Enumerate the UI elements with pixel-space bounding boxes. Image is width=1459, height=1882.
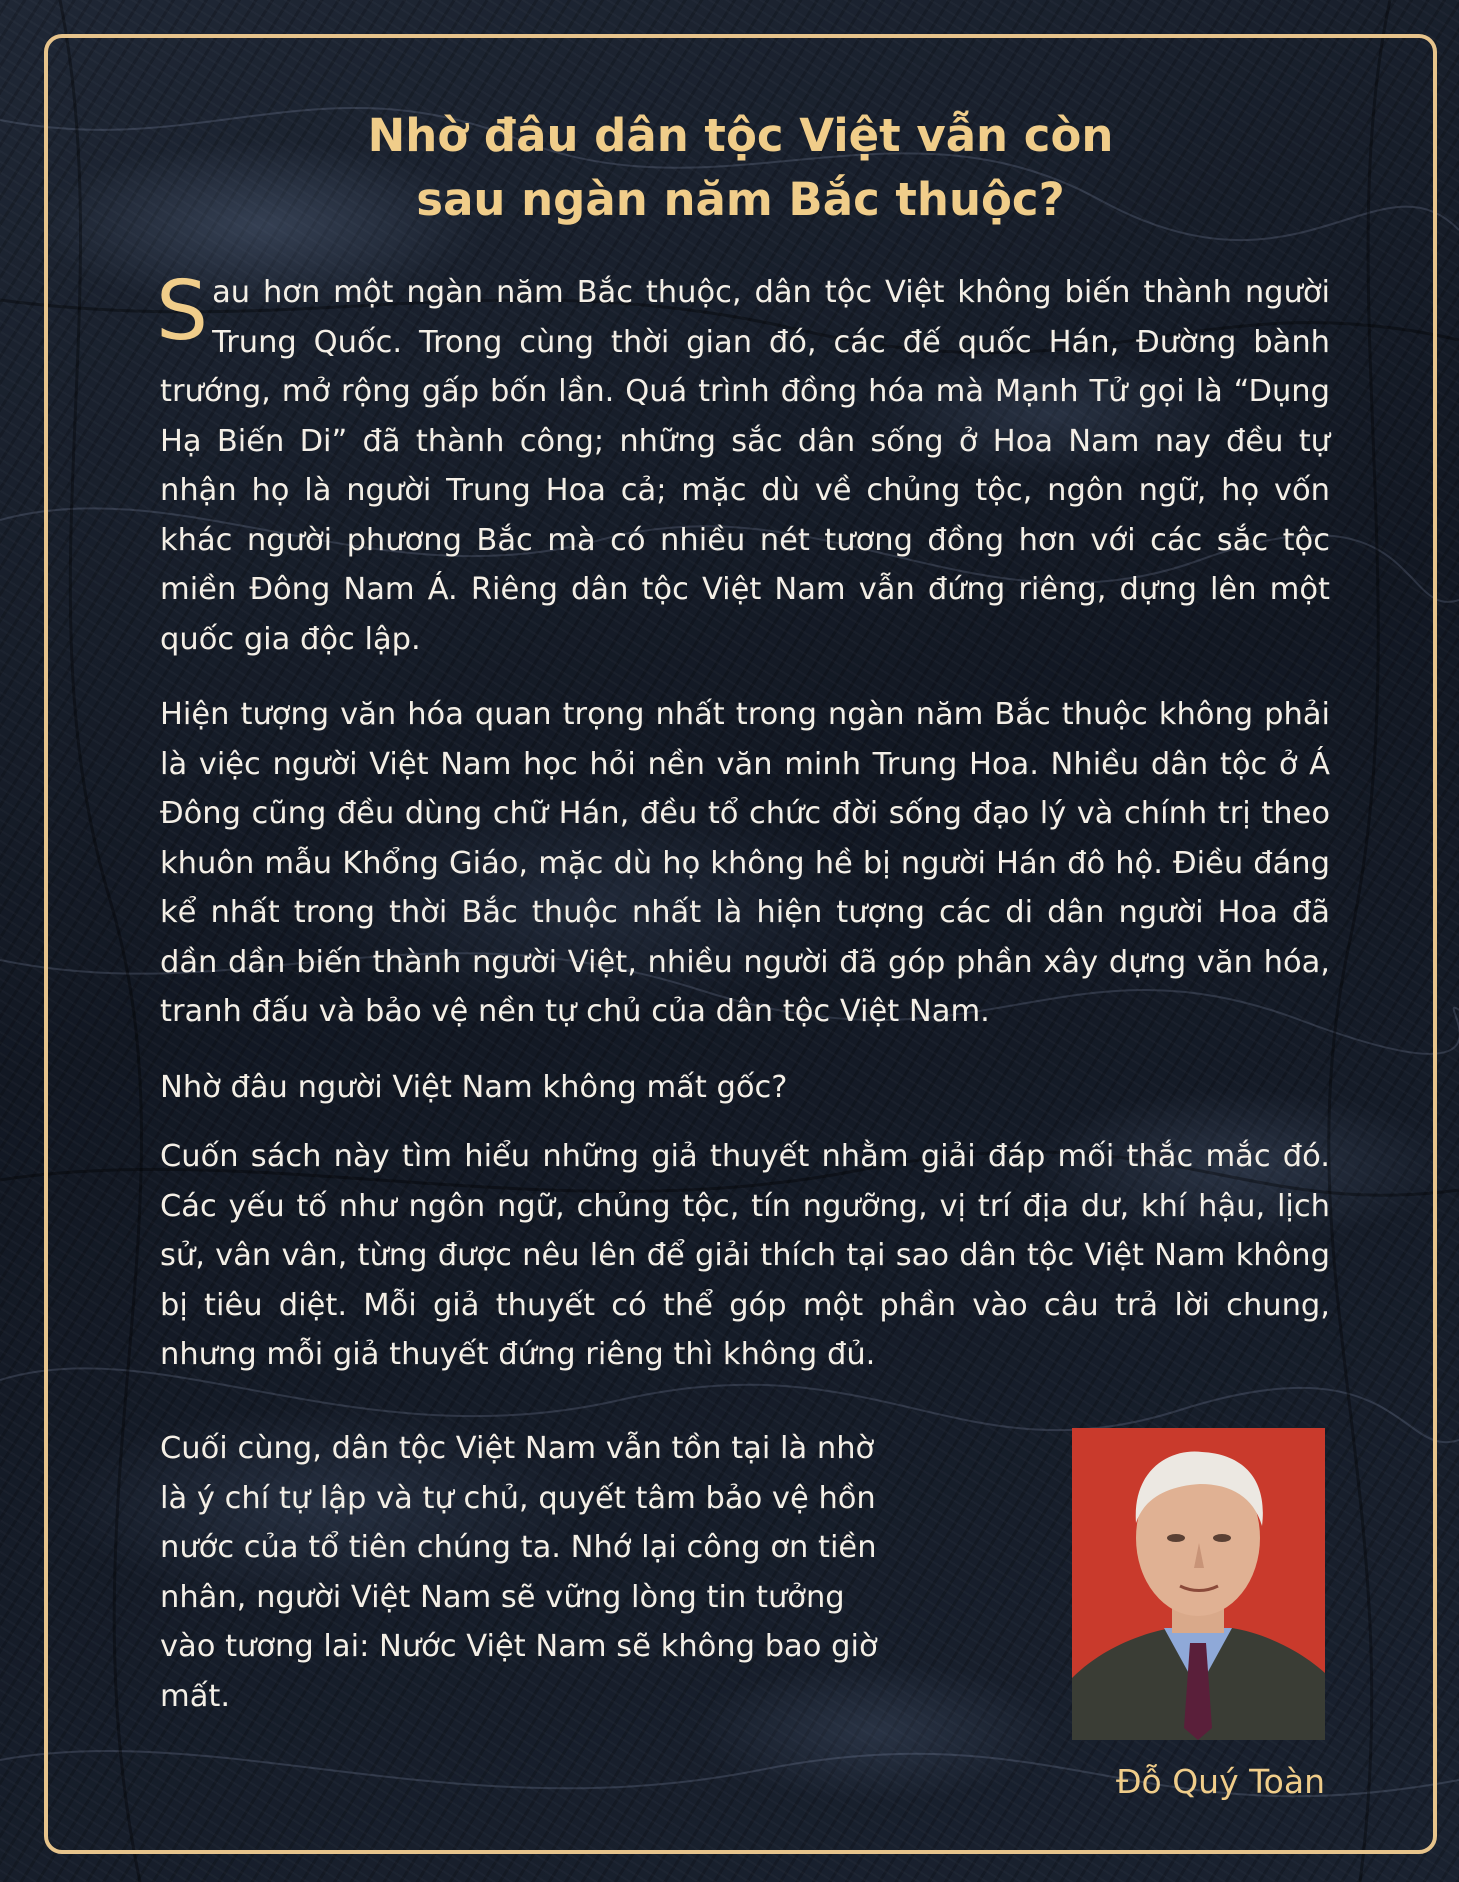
blurb-text	[156, 264, 1330, 1406]
paragraph-2: Hiện tượng văn hóa quan trọng nhất trong ngàn năm Bắc thuộc không phải là việc người Việt Nam học hỏi nền văn minh Trung Hoa. Nhiều dân tộc ở Á Đông cũng đều dùng chữ Hán, đều tổ chức đời sống đạo lý và chính trị theo khuôn mẫu Khổng Giáo, mặc dù họ không hề bị người Hán đô hộ. Điều đáng kể nhất trong thời Bắc thuộc nhất là hiện tượng các di dân người Hoa đã dần dần biến thành người Việt, nhiều người đã góp phần xây dựng văn hóa, tranh đấu và bảo vệ nền tự chủ của dân tộc Việt Nam.	[160, 697, 1330, 1029]
book-title	[44, 104, 1437, 232]
paragraph-3-question: Nhờ đâu người Việt Nam không mất gốc?	[160, 1069, 788, 1105]
title-line-1: Nhờ đâu dân tộc Việt vẫn còn	[367, 109, 1114, 162]
paragraph-1-text: au hơn một ngàn năm Bắc thuộc, dân tộc Việt không biến thành người Trung Quốc. Trong cùng thời gian đó, các đế quốc Hán, Đường bành trướng, mở rộng gấp bốn lần. Quá trình đồng hóa mà Mạnh Tử gọi là “Dụng Hạ Biến Di” đã thành công; những sắc dân sống ở Hoa Nam nay đều tự nhận họ là người Trung Hoa cả; mặc dù về chủng tộc, ngôn ngữ, họ vốn khác người phương Bắc mà có nhiều nét tương đồng hơn với các sắc tộc miền Đông Nam Á. Riêng dân tộc Việt Nam vẫn đứng riêng, dựng lên một quốc gia độc lập.	[160, 275, 1330, 657]
author-portrait-illustration	[1072, 1428, 1325, 1740]
author-name: Đỗ Quý Toàn	[1115, 1762, 1325, 1801]
paragraph-4: Cuốn sách này tìm hiểu những giả thuyết nhằm giải đáp mối thắc mắc đó. Các yếu tố như ngôn ngữ, chủng tộc, tín ngưỡng, vị trí địa dư, khí hậu, lịch sử, vân vân, từng được nêu lên để giải thích tại sao dân tộc Việt Nam không bị tiêu diệt. Mỗi giả thuyết có thể góp một phần vào câu trả lời chung, nhưng mỗi giả thuyết đứng riêng thì không đủ.	[160, 1139, 1330, 1372]
paragraph-5: Cuối cùng, dân tộc Việt Nam vẫn tồn tại là nhờ là ý chí tự lập và tự chủ, quyết tâm bảo vệ hồn nước của tổ tiên chúng ta. Nhớ lại công ơn tiền nhân, người Việt Nam sẽ vững lòng tin tưởng vào tương lai: Nước Việt Nam sẽ không bao giờ mất.	[160, 1431, 878, 1714]
title-line-2: sau ngàn năm Bắc thuộc?	[416, 173, 1065, 226]
drop-cap: S	[156, 264, 209, 359]
paragraph-1	[156, 264, 1330, 664]
author-photo	[1072, 1428, 1325, 1740]
